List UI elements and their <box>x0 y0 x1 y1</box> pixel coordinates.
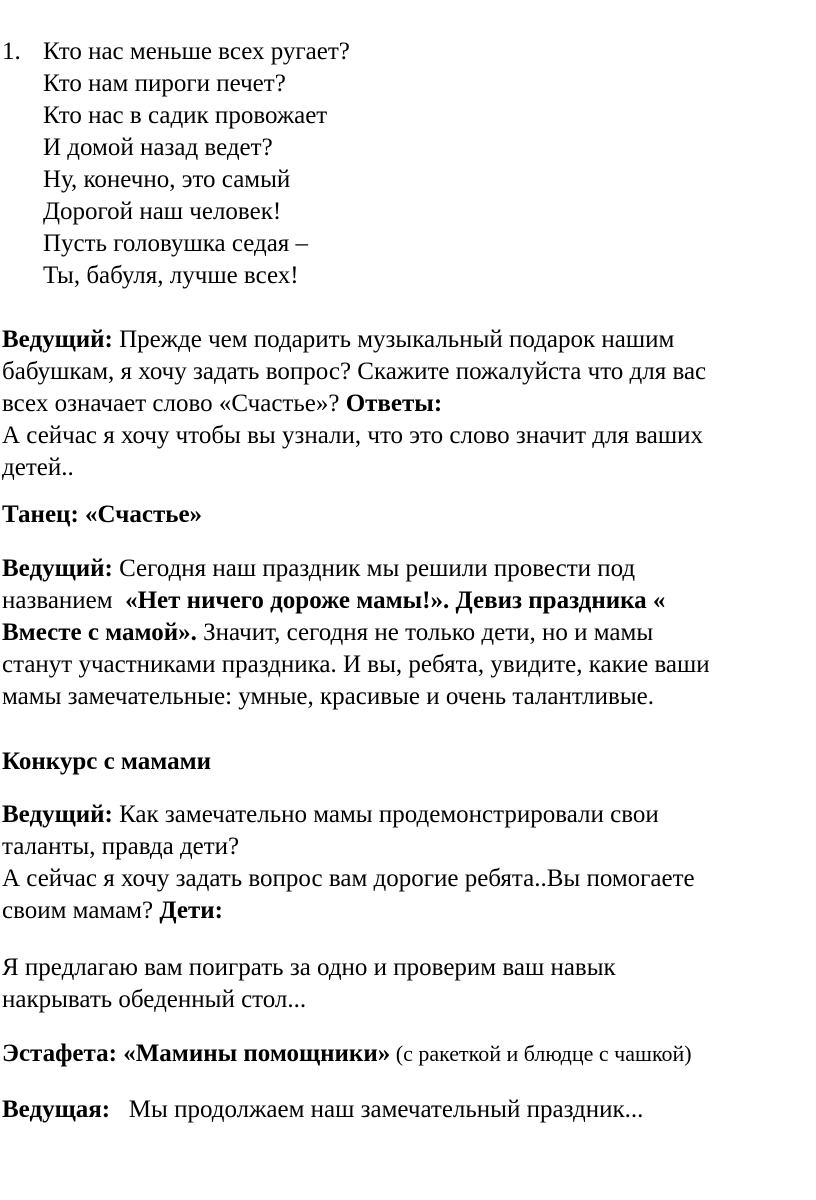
paragraph-text: Прежде чем подарить музыкальный подарок нашим <box>112 326 675 353</box>
paragraph-text: Значит, сегодня не только дети, но и мамы <box>196 619 654 646</box>
speaker-label: Ведущий: <box>2 801 113 828</box>
paragraph-text: накрывать обеденный стол... <box>2 986 307 1013</box>
paragraph-text: всех означает слово «Счастье»? <box>2 390 346 417</box>
paragraph-text: бабушкам, я хочу задать вопрос? Скажите пожалуйста что для вас <box>2 358 707 385</box>
paragraph-text: Сегодня наш праздник мы решили провести под <box>112 555 636 582</box>
paragraph-text: названием <box>2 587 126 614</box>
poem-line: Кто нас в садик провожает <box>43 102 328 129</box>
poem-number: 1. <box>2 38 21 65</box>
section-heading: Танец: «Счастье» <box>2 501 203 528</box>
paragraph-text: Я предлагаю вам поиграть за одно и проверим ваш навык <box>2 954 616 981</box>
paragraph-text: детей.. <box>2 454 74 481</box>
contest-heading <box>2 746 802 778</box>
game-paragraph <box>2 952 802 1016</box>
host-paragraph-1 <box>2 324 802 484</box>
poem-line-text: Кто нас меньше всех ругает? <box>43 38 350 65</box>
poem-line: Кто нам пироги печет? <box>43 70 286 97</box>
answers-label: Ответы: <box>345 390 443 417</box>
paragraph-text: таланты, правда дети? <box>2 833 240 860</box>
dance-heading <box>2 499 802 531</box>
host-paragraph-3 <box>2 799 802 927</box>
event-title: «Нет ничего дороже мамы!». Девиз праздника « <box>125 587 666 614</box>
paragraph-text: Мы продолжаем наш замечательный праздник... <box>110 1096 644 1123</box>
paragraph-text: станут участниками праздника. И вы, ребята, увидите, какие ваши <box>2 651 710 678</box>
relay-heading <box>2 1038 802 1070</box>
host-paragraph-2 <box>2 553 802 713</box>
event-motto: Вместе с мамой». <box>2 619 197 646</box>
poem-line: Дорогой наш человек! <box>43 198 282 225</box>
poem-line: Ну, конечно, это самый <box>43 166 291 193</box>
paragraph-text: Как замечательно мамы продемонстрировали свои <box>112 801 659 828</box>
speaker-label: Ведущая: <box>2 1096 111 1123</box>
speaker-label: Ведущий: <box>2 555 113 582</box>
children-label: Дети: <box>159 897 223 924</box>
relay-note: (с ракеткой и блюдце с чашкой) <box>390 1041 692 1066</box>
section-heading: Эстафета: «Мамины помощники» <box>2 1040 391 1067</box>
paragraph-text: своим мамам? <box>2 897 160 924</box>
poem-line: Ты, бабуля, лучше всех! <box>43 262 299 289</box>
paragraph-text: А сейчас я хочу задать вопрос вам дорогие ребята..Вы помогаете <box>2 865 695 892</box>
poem-line: И домой назад ведет? <box>43 134 273 161</box>
section-heading: Конкурс с мамами <box>2 748 212 775</box>
poem <box>2 36 802 292</box>
poem-first-line <box>2 36 802 68</box>
host-paragraph-5 <box>2 1094 802 1126</box>
paragraph-text: мамы замечательные: умные, красивые и очень талантливые. <box>2 683 654 710</box>
speaker-label: Ведущий: <box>2 326 113 353</box>
paragraph-text: А сейчас я хочу чтобы вы узнали, что это слово значит для ваших <box>2 422 703 449</box>
poem-line: Пусть головушка седая – <box>43 230 309 257</box>
